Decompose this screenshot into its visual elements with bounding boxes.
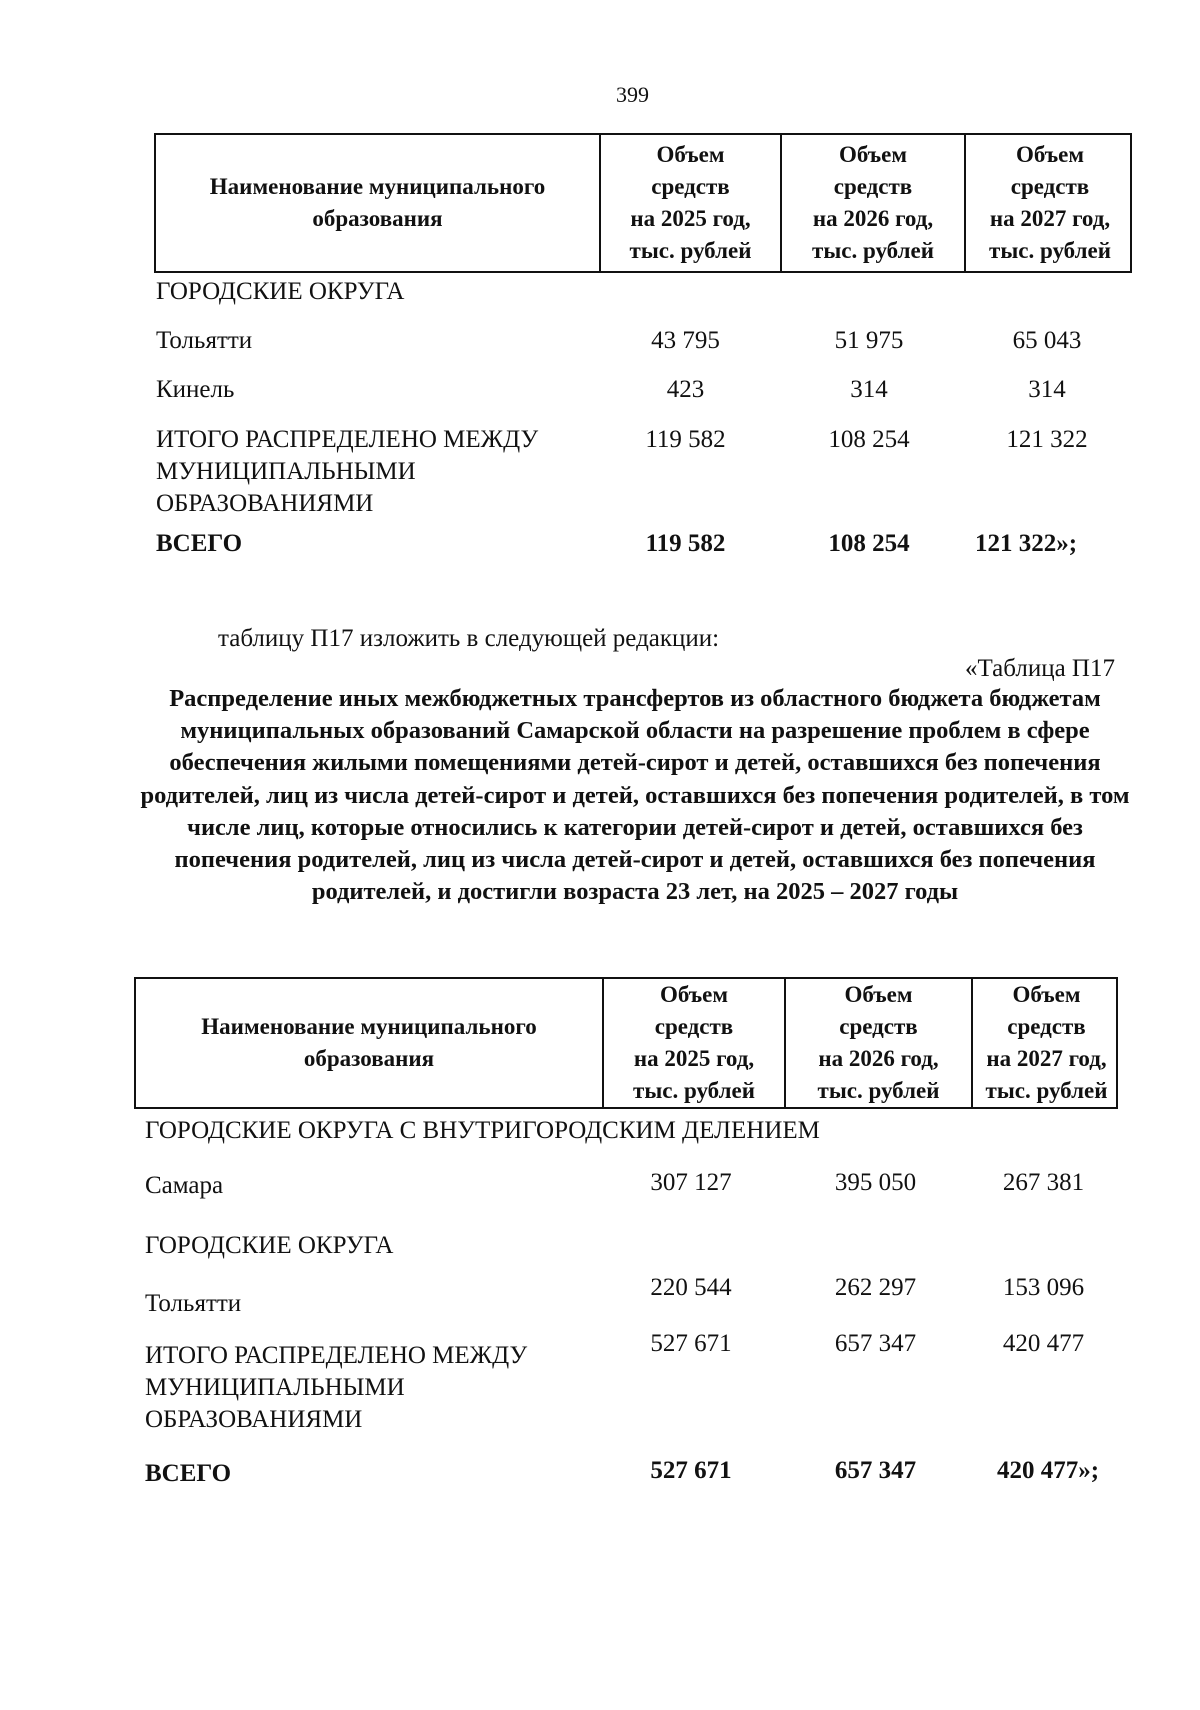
vsego-value-2025: 527 671: [650, 1457, 732, 1484]
header-col-2026: Объем средств на 2026 год, тыс. рублей: [780, 135, 964, 271]
row-value-2027: 65 043: [1012, 327, 1082, 354]
vsego-value-2027: 121 322»;: [975, 530, 1078, 557]
section-heading: ГОРОДСКИЕ ОКРУГА: [145, 1232, 394, 1259]
vsego-label: ВСЕГО: [145, 1460, 232, 1487]
row-value-2026: 51 975: [834, 327, 904, 354]
itogo-value-2027: 121 322: [1006, 426, 1088, 453]
header-name-col: Наименование муниципального образования: [201, 1014, 537, 1071]
itogo-value-2025: 119 582: [645, 426, 726, 453]
page-number: 399: [616, 82, 649, 107]
vsego-value-2025: 119 582: [645, 530, 726, 557]
itogo-value-2026: 108 254: [828, 426, 910, 453]
row-value-2025: 43 795: [651, 327, 720, 354]
vsego-label: ВСЕГО: [156, 530, 243, 557]
row-name: Тольятти: [145, 1290, 242, 1317]
vsego-value-2026: 108 254: [828, 530, 910, 557]
table2-title: Распределение иных межбюджетных трансфертов из областного бюджета бюджетам муниципальных образований Самарской области на разрешение проблем в сфере обеспечения жилыми помещениями детей-сирот и детей, оставшихся без попечения родителей, лиц из числа детей-сирот и детей, оставшихся без попечения родителей, в том числе лиц, которые относились к категории детей-сирот и детей, оставшихся без попечения родителей, лиц из числа детей-сирот и детей, оставшихся без попечения родителей, и достигли возраста 23 лет, на 2025 – 2027 годы: [140, 685, 1130, 906]
row-value-2027: 267 381: [1002, 1169, 1085, 1196]
row-name: Самара: [145, 1172, 224, 1199]
header-col-2026: Объем средств на 2026 год, тыс. рублей: [784, 979, 971, 1107]
row-value-2026: 262 297: [834, 1274, 917, 1301]
table-label: «Таблица П17: [965, 655, 1115, 682]
row-value-2025: 220 544: [650, 1274, 732, 1301]
row-value-2027: 153 096: [1002, 1274, 1085, 1301]
header-col-2025: Объем средств на 2025 год, тыс. рублей: [602, 979, 784, 1107]
section-heading: ГОРОДСКИЕ ОКРУГА: [156, 278, 405, 305]
row-value-2027: 314: [1028, 376, 1066, 403]
vsego-value-2026: 657 347: [834, 1457, 917, 1484]
header-name-col: Наименование муниципального образования: [209, 174, 546, 231]
row-value-2025: 423: [666, 376, 705, 403]
row-value-2026: 395 050: [834, 1169, 917, 1196]
table2-header: [134, 977, 1118, 1109]
itogo-label: ИТОГО РАСПРЕДЕЛЕНО МЕЖДУ МУНИЦИПАЛЬНЫМИ ОБРАЗОВАНИЯМИ: [156, 426, 539, 517]
table1-header: [154, 133, 1132, 273]
instruction-text: таблицу П17 изложить в следующей редакции:: [218, 625, 720, 652]
itogo-value-2026: 657 347: [834, 1330, 917, 1357]
itogo-label: ИТОГО РАСПРЕДЕЛЕНО МЕЖДУ МУНИЦИПАЛЬНЫМИ ОБРАЗОВАНИЯМИ: [145, 1342, 528, 1433]
header-col-2027: Объем средств на 2027 год, тыс. рублей: [964, 135, 1134, 271]
itogo-value-2025: 527 671: [650, 1330, 732, 1357]
row-value-2026: 314: [850, 376, 888, 403]
header-col-2025: Объем средств на 2025 год, тыс. рублей: [599, 135, 780, 271]
row-name: Кинель: [156, 376, 235, 403]
itogo-value-2027: 420 477: [1002, 1330, 1085, 1357]
row-name: Тольятти: [156, 327, 253, 354]
header-col-2027: Объем средств на 2027 год, тыс. рублей: [971, 979, 1120, 1107]
vsego-value-2027: 420 477»;: [997, 1457, 1100, 1484]
row-value-2025: 307 127: [650, 1169, 732, 1196]
section-heading: ГОРОДСКИЕ ОКРУГА С ВНУТРИГОРОДСКИМ ДЕЛЕНИЕМ: [145, 1117, 820, 1144]
